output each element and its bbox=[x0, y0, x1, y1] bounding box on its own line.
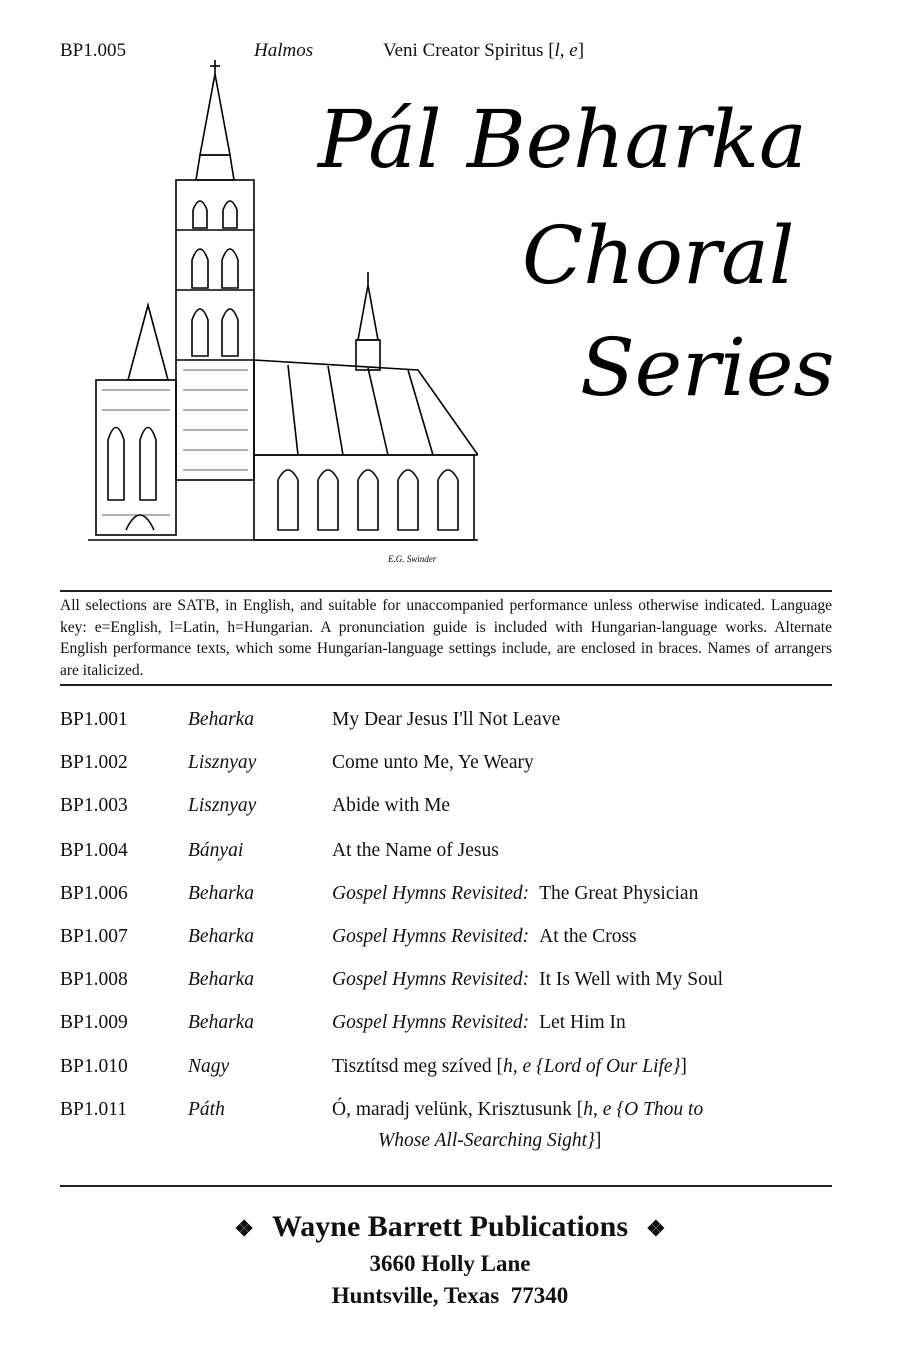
intro-bottom-rule bbox=[60, 684, 832, 686]
catalog-code: BP1.001 bbox=[60, 709, 128, 730]
intro-top-rule bbox=[60, 590, 832, 592]
catalog-title: At the Name of Jesus bbox=[332, 840, 499, 861]
catalog-code: BP1.004 bbox=[60, 840, 128, 861]
header-lang-open: [ bbox=[548, 40, 555, 61]
catalog-arranger: Beharka bbox=[188, 969, 255, 990]
catalog-code: BP1.011 bbox=[60, 1099, 128, 1120]
catalog-title bbox=[332, 1012, 626, 1034]
catalog-row bbox=[0, 840, 900, 870]
catalog-title-text: It Is Well with My Soul bbox=[539, 969, 723, 990]
catalog-title bbox=[332, 1056, 687, 1078]
catalog-row bbox=[0, 795, 900, 825]
catalog-row bbox=[0, 1099, 900, 1161]
catalog-title-text: At the Cross bbox=[539, 926, 637, 947]
publisher-line bbox=[0, 1210, 900, 1244]
catalog-series: Gospel Hymns Revisited: bbox=[332, 1012, 530, 1033]
catalog-code: BP1.007 bbox=[60, 926, 128, 947]
catalog-row bbox=[0, 1056, 900, 1086]
catalog-title: Come unto Me, Ye Weary bbox=[332, 752, 534, 773]
catalog-arranger: Bányai bbox=[188, 840, 244, 861]
series-title-line1: Pál Beharka bbox=[318, 93, 807, 186]
catalog-row bbox=[0, 752, 900, 782]
header-lang: l, e bbox=[554, 40, 578, 61]
catalog-arranger: Lisznyay bbox=[188, 752, 257, 773]
catalog-row bbox=[0, 1012, 900, 1042]
catalog-row bbox=[0, 926, 900, 956]
catalog-title: Abide with Me bbox=[332, 795, 451, 816]
catalog-alt-title-continued bbox=[378, 1130, 601, 1152]
catalog-arranger: Beharka bbox=[188, 926, 255, 947]
catalog-title-text: The Great Physician bbox=[539, 883, 699, 904]
catalog-code: BP1.009 bbox=[60, 1012, 128, 1033]
catalog-arranger: Lisznyay bbox=[188, 795, 257, 816]
catalog-series: Gospel Hymns Revisited: bbox=[332, 883, 530, 904]
catalog-lang-close: ] bbox=[594, 1130, 602, 1151]
catalog-row bbox=[0, 969, 900, 999]
catalog-alt-title-cont-text: Whose All-Searching Sight} bbox=[378, 1130, 595, 1151]
publisher-name: Wayne Barrett Publications bbox=[271, 1210, 629, 1243]
header-arranger: Halmos bbox=[254, 40, 314, 61]
header-code: BP1.005 bbox=[60, 40, 126, 61]
catalog-title-text: Ó, maradj velünk, Krisztusunk [ bbox=[332, 1099, 584, 1120]
catalog-series: Gospel Hymns Revisited: bbox=[332, 969, 530, 990]
ornament-icon: ❖ bbox=[234, 1216, 254, 1242]
header-lang-close: ] bbox=[577, 40, 585, 61]
catalog-title-text: Tisztítsd meg szíved [ bbox=[332, 1056, 503, 1077]
catalog-alt-title: {O Thou to bbox=[616, 1099, 704, 1120]
catalog-row bbox=[0, 883, 900, 913]
catalog-arranger: Páth bbox=[188, 1099, 225, 1120]
address-line2: Huntsville, Texas 77340 bbox=[331, 1283, 569, 1308]
catalog-lang: h, e bbox=[583, 1099, 612, 1120]
catalog-code: BP1.010 bbox=[60, 1056, 128, 1077]
series-title-line2: Choral bbox=[522, 209, 795, 302]
intro-text: All selections are SATB, in English, and suitable for unaccompanied performance unless otherwise indicated. Language key: e=English, l=Latin, h=Hungarian. A pronunciation guide is included with Hungarian-language works. Alternate English performance texts, which some Hungarian-language settings include, are enclosed in braces. Names of arrangers are italicized. bbox=[60, 597, 832, 679]
catalog-code: BP1.003 bbox=[60, 795, 128, 816]
catalog-code: BP1.002 bbox=[60, 752, 128, 773]
catalog-arranger: Beharka bbox=[188, 709, 255, 730]
catalog-series: Gospel Hymns Revisited: bbox=[332, 926, 530, 947]
catalog-code: BP1.006 bbox=[60, 883, 128, 904]
catalog-title bbox=[332, 926, 637, 948]
footer-rule bbox=[60, 1185, 832, 1187]
ornament-icon: ❖ bbox=[646, 1216, 666, 1242]
catalog-title bbox=[332, 883, 698, 905]
catalog-arranger: Beharka bbox=[188, 1012, 255, 1033]
catalog-row bbox=[0, 709, 900, 739]
catalog-title bbox=[332, 1099, 703, 1121]
catalog-title: My Dear Jesus I'll Not Leave bbox=[332, 709, 561, 730]
artist-signature: E.G. Swinder bbox=[388, 554, 437, 564]
catalog-lang: h, e bbox=[503, 1056, 532, 1077]
header-title bbox=[383, 40, 584, 62]
catalog-lang-close: ] bbox=[680, 1056, 687, 1077]
series-title-line3: Series bbox=[580, 321, 835, 414]
catalog-title-text: Let Him In bbox=[539, 1012, 626, 1033]
catalog-arranger: Beharka bbox=[188, 883, 255, 904]
catalog-code: BP1.008 bbox=[60, 969, 128, 990]
address-line1: 3660 Holly Lane bbox=[369, 1251, 531, 1276]
catalog-alt-title: {Lord of Our Life} bbox=[536, 1056, 681, 1077]
catalog-title bbox=[332, 969, 723, 991]
header-title-text: Veni Creator Spiritus bbox=[383, 40, 544, 61]
catalog-arranger: Nagy bbox=[188, 1056, 230, 1077]
